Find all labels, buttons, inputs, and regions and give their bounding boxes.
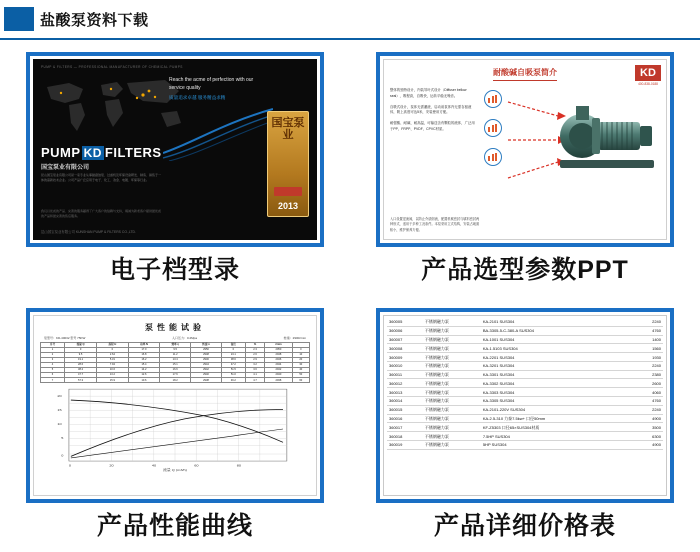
perf-cell: 10 [292,353,309,358]
price-product: 不锈钢磁力泵 [423,361,481,370]
price-product: 不锈钢磁力泵 [423,440,481,449]
price-product: 不锈钢磁力泵 [423,423,481,432]
perf-cell: 60 [292,378,309,383]
perf-cell: 40 [292,368,309,373]
price-value: 4900 [630,440,663,449]
price-value: 1930 [630,353,663,362]
perf-cell: 18.2 [160,378,191,383]
catalog-thumbnail-frame[interactable] [26,52,324,247]
perf-cell: 13.2 [97,373,129,378]
card-curve[interactable] [0,296,350,552]
table-row [387,414,663,423]
table-row [387,397,663,406]
price-product: 不锈钢磁力泵 [423,353,481,362]
price-model: BA-3305-5-C-380-A SUS304 [481,326,630,335]
card-catalog-caption: 电子档型录 [109,256,240,284]
perf-cell: 47.7 [65,373,97,378]
perf-cell: 4 [41,363,65,368]
catalog-badge-year: 2013 [277,201,299,211]
perf-cell: 2.6 [245,353,264,358]
price-product: 不锈钢磁力泵 [423,432,481,441]
chart-x-axis-label: 流量 Q (m3/h) [163,468,187,473]
perf-cell: 11.2 [160,353,191,358]
price-code: 360012 [387,379,423,388]
perf-cell: 3.6 [245,368,264,373]
price-model: KA-3305 SUS304 [481,397,630,406]
perf-cell: 16.2 [128,358,160,363]
perf-cell: 28.6 [65,363,97,368]
performance-sub-left: 泵型号：KD-40032 型号 75KW [44,336,86,340]
pricelist-sheet [383,315,667,496]
price-value: 4060 [630,388,663,397]
swoosh-graphic [163,103,273,161]
price-product: 不锈钢磁力泵 [423,397,481,406]
price-model: KA-1001 SUS304 [481,335,630,344]
svg-text:40: 40 [151,463,157,468]
card-ppt[interactable] [350,40,700,296]
price-code: 360007 [387,335,423,344]
catalog-logo-mark: KD [83,146,102,160]
catalog-slogan-cn: 质量追求卓越 服务精益求精 [169,95,226,100]
card-ppt-caption: 产品选型参数PPT [421,256,629,284]
price-value: 4760 [630,326,663,335]
performance-subheader [40,336,310,340]
table-row [387,344,663,353]
perf-cell: 2944 [265,363,292,368]
price-model: KA-3303 SUS304 [481,388,630,397]
perf-cell: 51.5 [221,368,245,373]
perf-cell: 0 [65,348,97,353]
price-model: KA-2201 SUS304 [481,353,630,362]
perf-cell: 16.8 [128,353,160,358]
perf-cell: 2940 [191,373,222,378]
price-code: 360010 [387,361,423,370]
card-pricelist-caption: 产品详细价格表 [433,512,616,540]
perf-cell: 4.7 [245,378,264,383]
catalog-paragraph-1: 昆山国宝泵业有限公司是一家专业从事耐腐蚀泵、过滤机及环保设备研发、制造、销售于一体的高新技术企业。公司产品广泛应用于电子、化工、冶金、电镀、环保等行业。 [41,173,162,182]
performance-th: % [245,343,264,348]
price-code: 360018 [387,432,423,441]
pump-illustration [552,100,662,180]
catalog-paragraph-2: 我们以优质的产品、完善的服务赢得了广大客户的信赖与支持，竭诚为新老客户提供最优质的产品和最完善的售后服务。 [41,209,162,218]
perf-cell: 12.6 [128,373,160,378]
price-value: 1400 [630,335,663,344]
price-product: 不锈钢磁力泵 [423,370,481,379]
ppt-logo-hotline: 400-838-0188 [638,82,658,86]
perf-cell: 0 [221,348,245,353]
table-row [387,318,663,326]
perf-cell: 2938 [191,378,222,383]
ppt-logo [635,65,661,86]
price-product: 不锈钢磁力泵 [423,318,481,326]
cards-grid [0,40,700,552]
perf-cell: 2948 [265,353,292,358]
pricelist-thumbnail [383,315,667,496]
price-value: 1560 [630,344,663,353]
perf-cell: 9.5 [160,348,191,353]
ppt-paragraph-2: 自吸式设计，泵体无需灌液，启动前泵体内无需存留液体，吸上高度可达5米，安装使用方便。 [390,104,472,115]
ppt-paragraph-1: 整体的独特设计，内装导叶式设计（Diffuser bellow seal），吸程高，自吸快，运转平稳无噪音。 [390,88,467,98]
table-row [387,326,663,335]
perf-cell: 2938 [265,378,292,383]
perf-cell: 2.9 [245,358,264,363]
price-product: 不锈钢磁力泵 [423,388,481,397]
card-curve-caption: 产品性能曲线 [96,512,253,540]
perf-cell: 17.0 [128,348,160,353]
svg-text:60: 60 [194,463,199,468]
price-value: 4760 [630,397,663,406]
table-row [387,440,663,449]
perf-cell: 5.31 [97,358,129,363]
perf-cell: 20 [292,358,309,363]
performance-sub-right: 入口压力：0.2Mpa [172,336,198,340]
perf-cell: 2946 [265,358,292,363]
svg-text:5: 5 [61,436,64,441]
performance-th: r/min [265,343,292,348]
table-row [387,361,663,370]
table-row [387,379,663,388]
table-row [387,432,663,441]
table-row [387,370,663,379]
svg-text:80: 80 [236,463,242,468]
perf-cell: 2944 [191,363,222,368]
header-accent-block [4,7,34,31]
perf-cell: 5 [41,368,65,373]
performance-th: 扬程 H [97,343,129,348]
price-code: 360008 [387,344,423,353]
perf-cell: 30 [292,363,309,368]
price-model: 7.5HP SUS304 [481,432,630,441]
price-value: 3500 [630,423,663,432]
perf-cell: 13.4 [160,358,191,363]
price-model: 5HP SUS304 [481,440,630,449]
price-code: 360006 [387,326,423,335]
perf-cell: 16.6 [160,368,191,373]
perf-cell: 15.1 [160,363,191,368]
catalog-top-line: PUMP & FILTERS — PROFESSIONAL MANUFACTURER OF CHEMICAL PUMPS [41,65,183,69]
price-model: KA-2.5-310 力泰7.5kw+ 口径50mm [481,414,630,423]
performance-th: 序号 [41,343,65,348]
perf-cell: 46.2 [221,378,245,383]
perf-cell: 7 [41,378,65,383]
perf-cell: 2940 [265,373,292,378]
price-code: 360017 [387,423,423,432]
performance-th: 流量 Q [65,343,97,348]
catalog-thumbnail [33,59,317,240]
performance-th: 效率 η [160,343,191,348]
price-model: KA-2101-220V SUS304 [481,405,630,414]
performance-th: 功率 N [128,343,160,348]
perf-cell: 1 [41,348,65,353]
table-row [41,378,310,383]
svg-text:20: 20 [57,394,62,398]
svg-text:20: 20 [109,463,114,468]
perf-cell: 19.1 [65,358,97,363]
price-product: 不锈钢磁力泵 [423,344,481,353]
performance-table [40,342,310,383]
perf-cell: 2946 [191,358,222,363]
performance-sub-right-2: 转速：2900r/min [283,336,306,340]
perf-cell: 4.1 [245,373,264,378]
price-code: 360005 [387,318,423,326]
pricelist-table [387,318,663,450]
perf-cell: 50 [292,373,309,378]
card-catalog[interactable] [0,40,350,296]
perf-cell: 2948 [191,353,222,358]
perf-cell: 3 [41,358,65,363]
perf-cell: 2950 [265,348,292,353]
svg-text:15: 15 [57,408,62,413]
price-model: KA-2101 SUS304 [481,318,630,326]
price-value: 2240 [630,361,663,370]
perf-cell: 57.3 [65,378,97,383]
table-row [387,388,663,397]
price-value: 2380 [630,370,663,379]
price-value: 2240 [630,318,663,326]
perf-cell: 2950 [191,348,222,353]
perf-cell: 2942 [265,368,292,373]
catalog-company-name: 国宝泵业有限公司 [41,165,90,171]
catalog-logo: PUMP KD FILTERS [41,145,162,160]
perf-cell: 24.1 [221,353,245,358]
page-title: 盐酸泵资料下载 [40,11,149,29]
table-row [387,405,663,414]
table-row [387,335,663,344]
perf-cell: 14.2 [128,368,160,373]
price-product: 不锈钢磁力泵 [423,405,481,414]
catalog-badge-title: 国宝泵业 [271,117,305,141]
price-product: 不锈钢磁力泵 [423,326,481,335]
page-header [0,0,700,40]
ppt-text-column [390,88,478,138]
perf-cell: 51.0 [221,373,245,378]
perf-cell: 38.6 [221,358,245,363]
perf-cell: 3.2 [245,363,264,368]
price-code: 360011 [387,370,423,379]
ppt-slide-title: 耐酸碱自吸泵简介 [493,67,557,81]
pricelist-thumbnail-frame[interactable] [376,308,674,503]
ppt-thumbnail [383,59,667,240]
perf-cell: 15.9 [97,378,129,383]
price-product: 不锈钢磁力泵 [423,414,481,423]
perf-cell: 10.6 [128,378,160,383]
price-model: KA-1.5103 SUS304 [481,344,630,353]
price-value: 2240 [630,405,663,414]
price-value: 4900 [630,414,663,423]
price-product: 不锈钢磁力泵 [423,379,481,388]
price-code: 360015 [387,405,423,414]
svg-text:0: 0 [68,463,72,468]
perf-cell: 17.6 [160,373,191,378]
perf-cell: 2.64 [97,353,129,358]
curve-thumbnail-frame[interactable] [26,308,324,503]
perf-cell: 47.2 [221,363,245,368]
performance-th: 转速 n [191,343,222,348]
price-code: 360013 [387,388,423,397]
catalog-award-badge [267,111,309,217]
perf-cell: 2942 [191,368,222,373]
ppt-paragraph-3: 耐强酸、耐碱、耐高温，可输送含有颗粒的液体，广泛用于PP、FRPP、PVDF、CPVC材质。 [390,121,475,131]
performance-sheet [33,315,317,496]
table-row [387,353,663,362]
perf-cell: 9.5 [65,353,97,358]
table-row [387,423,663,432]
price-model: KA-3301 SUS304 [481,370,630,379]
perf-cell: 10.6 [97,368,129,373]
catalog-footer-line: 昆山国宝泵业有限公司 KUNSHAN PUMP & FILTERS CO.,LTD. [41,230,136,234]
catalog-page [33,59,317,240]
price-code: 360019 [387,440,423,449]
svg-text:0: 0 [61,453,64,458]
price-value: 6300 [630,432,663,441]
perf-cell: 6 [41,373,65,378]
performance-chart [40,386,310,472]
catalog-badge-ribbon [274,187,302,196]
ppt-slide [383,59,667,240]
price-code: 360016 [387,414,423,423]
ppt-bullet-icon [484,148,502,166]
ppt-bullet-icon [484,119,502,137]
price-product: 不锈钢磁力泵 [423,335,481,344]
perf-cell: 0 [97,348,129,353]
perf-cell: 0 [292,348,309,353]
price-model: KA-3201 SUS304 [481,361,630,370]
price-model: KA-3302 SUS304 [481,379,630,388]
ppt-logo-mark: KD [635,65,661,81]
ppt-bottom-text: 入口设置逆流阀，以防止介质倒流，配置机械密封与填料密封两种形式，适用于多种工况条件。本泵采用立式结构，安装占地面积小，维护保养方便。 [390,216,480,232]
perf-cell: 15.4 [128,363,160,368]
price-value: 2600 [630,379,663,388]
price-model: KF-Z5303 口径65×SUS304材质 [481,423,630,432]
price-code: 360009 [387,353,423,362]
curve-thumbnail [33,315,317,496]
card-pricelist[interactable] [350,296,700,552]
catalog-slogan-en: Reach the acme of perfection with our service quality [169,77,254,91]
perf-cell: 38.2 [65,368,97,373]
ppt-bullet-icon [484,90,502,108]
performance-th: 备注 [221,343,245,348]
price-code: 360014 [387,397,423,406]
performance-table-body [41,348,310,383]
catalog-slogan [169,77,259,101]
svg-text:10: 10 [57,422,62,427]
performance-title: 泵性能试验 [145,323,205,332]
perf-cell: 7.94 [97,363,129,368]
ppt-thumbnail-frame[interactable] [376,52,674,247]
perf-cell: 2 [41,353,65,358]
perf-cell: 2.3 [245,348,264,353]
